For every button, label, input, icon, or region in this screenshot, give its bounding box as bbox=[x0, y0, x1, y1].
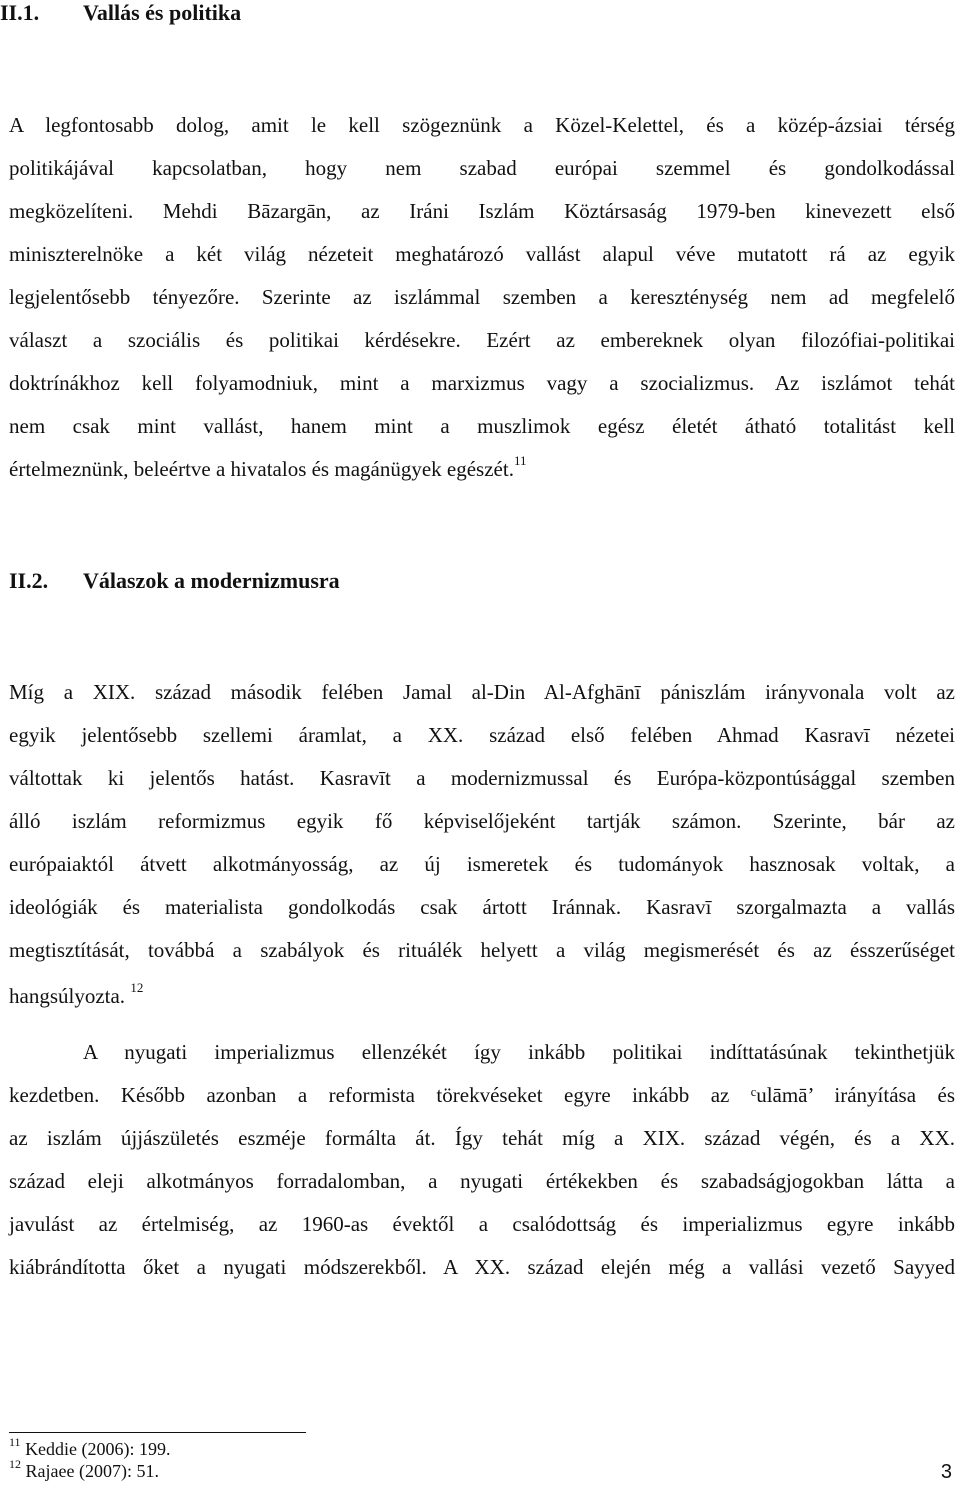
text-line: politikájával kapcsolatban, hogy nem szabad európai szemmel és gondolkodással bbox=[9, 156, 955, 180]
footnote-number: 11 bbox=[9, 1435, 21, 1449]
text-line: A nyugati imperializmus ellenzékét így inkább politikai indíttatásúnak tekinthetjük bbox=[83, 1040, 955, 1064]
text-line: miniszterelnöke a két világ nézeteit meghatározó vallást alapul véve mutatott rá az egyik bbox=[9, 242, 955, 266]
text-line-content: hangsúlyozta. bbox=[9, 984, 126, 1008]
section-title: Vallás és politika bbox=[83, 0, 242, 25]
section-heading-2 bbox=[9, 568, 340, 594]
text-line: doktrínákhoz kell folyamodniuk, mint a marxizmus vagy a szocializmus. Az iszlámot tehát bbox=[9, 371, 955, 395]
text-line bbox=[9, 453, 955, 482]
section-title: Válaszok a modernizmusra bbox=[83, 568, 340, 593]
section-heading-1 bbox=[0, 0, 241, 26]
footnote bbox=[9, 1435, 171, 1460]
section-number: II.1. bbox=[0, 0, 40, 25]
footnote-ref: 12 bbox=[130, 980, 144, 995]
footnote-ref: 11 bbox=[513, 453, 527, 468]
footnote-number: 12 bbox=[9, 1457, 21, 1471]
text-line: az iszlám újjászületés eszméje formálta át. Így tehát míg a XIX. század végén, és a XX. bbox=[9, 1126, 955, 1150]
footnote-divider bbox=[9, 1432, 306, 1433]
text-line: legjelentősebb tényezőre. Szerinte az iszlámmal szemben a kereszténység nem ad megfelelő bbox=[9, 285, 955, 309]
text-line: század eleji alkotmányos forradalomban, a nyugati értékekben és szabadságjogokban látta a bbox=[9, 1169, 955, 1193]
text-line: váltottak ki jelentős hatást. Kasravīt a modernizmussal és Európa-központúsággal szemben bbox=[9, 766, 955, 790]
page-number: 3 bbox=[940, 1461, 952, 1483]
text-line: Míg a XIX. század második felében Jamal al-Din Al-Afghānī pániszlám irányvonala volt az bbox=[9, 680, 955, 704]
text-line: nem csak mint vallást, hanem mint a muszlimok egész életét átható totalitást kell bbox=[9, 414, 955, 438]
footnote-text: Rajaee (2007): 51. bbox=[25, 1461, 159, 1481]
footnote-text: Keddie (2006): 199. bbox=[25, 1439, 171, 1459]
text-line: európaiaktól átvett alkotmányosság, az új ismeretek és tudományok hasznosak voltak, a bbox=[9, 852, 955, 876]
text-line bbox=[9, 980, 955, 1009]
text-line: megtisztítását, továbbá a szabályok és rituálék helyett a világ megismerését és az ésszerűséget bbox=[9, 938, 955, 962]
text-line: választ a szociális és politikai kérdésekre. Ezért az embereknek olyan filozófiai-politikai bbox=[9, 328, 955, 352]
text-line-content: értelmeznünk, beleértve a hivatalos és magánügyek egészét. bbox=[9, 457, 514, 481]
text-line: egyik jelentősebb szellemi áramlat, a XX. század első felében Ahmad Kasravī nézetei bbox=[9, 723, 955, 747]
footnote bbox=[9, 1457, 159, 1482]
text-line: A legfontosabb dolog, amit le kell szögeznünk a Közel-Kelettel, és a közép-ázsiai térség bbox=[9, 113, 955, 137]
text-line: kezdetben. Később azonban a reformista törekvéseket egyre inkább az ᶜulāmā’ irányítása és bbox=[9, 1083, 955, 1107]
text-line: kiábrándította őket a nyugati módszerekből. A XX. század elején még a vallási vezető Sayyed bbox=[9, 1255, 955, 1279]
text-line: javulást az értelmiség, az 1960-as évektől a csalódottság és imperializmus egyre inkább bbox=[9, 1212, 955, 1236]
section-number: II.2. bbox=[9, 568, 49, 593]
text-line: megközelíteni. Mehdi Bāzargān, az Iráni Iszlám Köztársaság 1979-ben kinevezett első bbox=[9, 199, 955, 223]
text-line: álló iszlám reformizmus egyik fő képviselőjeként tartják számon. Szerinte, bár az bbox=[9, 809, 955, 833]
text-line: ideológiák és materialista gondolkodás csak ártott Iránnak. Kasravī szorgalmazta a vallás bbox=[9, 895, 955, 919]
